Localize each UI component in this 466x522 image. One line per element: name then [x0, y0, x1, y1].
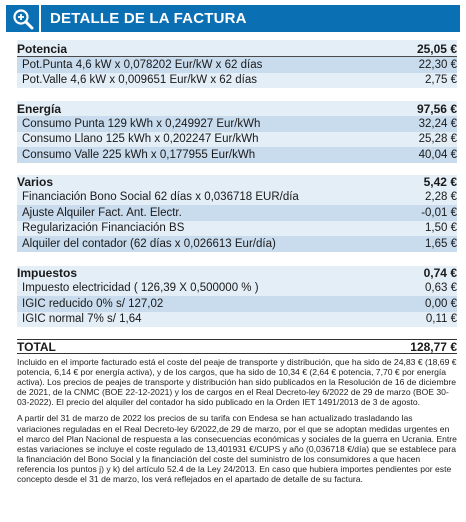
section-title: Energía	[17, 101, 62, 116]
line-item	[17, 205, 457, 221]
line-item-value: 1,50 €	[425, 222, 457, 235]
section-impuestos	[17, 266, 457, 328]
line-item-value: 2,28 €	[425, 191, 457, 204]
note-paragraph: A partir del 31 de marzo de 2022 los precios de su tarifa con Endesa se han actualizado trasladando las variaciones reguladas en el Real Decreto-ley 6/2022,de 29 de marzo, por el que se adoptan medidas urgentes en el marco del Plan Nacional de respuesta a las consecuencias económicas y sociales de la guerra en Ucrania. Entre estas variaciones se incluye el coste regulado de 13,401931 €/CUPS y año (0,036718 €/día) que se establece para la financiación del Bono Social y la financiación del coste del suministro de los consumidores a que hacen referencia los puntos j) y k) del artículo 52.4 de la Ley 24/2013. En caso que hubiera importes pendientes por este concepto desde el 31 de marzo, los verá reflejados en el apartado de detalle de su factura.	[17, 413, 457, 485]
line-item-value: -0,01 €	[421, 206, 457, 219]
page-title: DETALLE DE LA FACTURA	[50, 10, 247, 27]
total-row	[17, 339, 457, 354]
line-item-label: Impuesto electricidad ( 126,39 X 0,500000 % )	[22, 282, 259, 295]
total-label: TOTAL	[17, 340, 56, 354]
line-item-label: Pot.Punta 4,6 kW x 0,078202 Eur/kW x 62 días	[22, 58, 263, 71]
section-varios	[17, 175, 457, 252]
section-title: Potencia	[17, 42, 68, 56]
section-potencia	[17, 40, 457, 88]
line-item-label: IGIC reducido 0% s/ 127,02	[22, 297, 164, 310]
line-item	[17, 132, 457, 148]
invoice-detail	[17, 40, 457, 484]
zoom-in-icon[interactable]	[6, 5, 39, 32]
line-item	[17, 57, 457, 73]
line-item-label: Financiación Bono Social 62 días x 0,036718 EUR/día	[22, 191, 299, 204]
line-item-label: Consumo Llano 125 kWh x 0,202247 Eur/kWh	[22, 133, 259, 146]
line-item-value: 0,11 €	[425, 313, 457, 326]
line-item-value: 32,24 €	[418, 117, 457, 130]
line-item-label: Pot.Valle 4,6 kW x 0,009651 Eur/kW x 62 días	[22, 74, 258, 87]
section-total: 97,56 €	[416, 101, 457, 116]
line-item	[17, 296, 457, 312]
line-item-label: Consumo Punta 129 kWh x 0,249927 Eur/kWh	[22, 117, 261, 130]
line-item-value: 25,28 €	[418, 133, 457, 146]
line-item	[17, 221, 457, 237]
line-item	[17, 190, 457, 206]
notes	[17, 357, 457, 484]
line-item-value: 40,04 €	[418, 148, 457, 161]
header-bar	[41, 5, 460, 32]
section-header	[17, 175, 457, 190]
line-item-label: Ajuste Alquiler Fact. Ant. Electr.	[22, 206, 182, 219]
line-item-value: 2,75 €	[425, 74, 457, 87]
section-title: Impuestos	[17, 266, 78, 280]
section-energia	[17, 101, 457, 163]
line-item	[17, 73, 457, 89]
invoice-header	[6, 5, 460, 32]
line-item-value: 0,63 €	[425, 282, 457, 295]
line-item	[17, 116, 457, 132]
section-total: 5,42 €	[423, 175, 457, 189]
line-item	[17, 281, 457, 297]
section-header	[17, 42, 457, 57]
total-value: 128,77 €	[410, 340, 457, 354]
line-item-value: 1,65 €	[425, 237, 457, 250]
section-total: 25,05 €	[416, 42, 457, 56]
line-item-label: Regularización Financiación BS	[22, 222, 185, 235]
line-item-label: Alquiler del contador (62 días x 0,026613 Eur/día)	[22, 237, 276, 250]
section-header	[17, 266, 457, 281]
line-item-value: 0,00 €	[425, 297, 457, 310]
line-item-value: 22,30 €	[418, 58, 457, 71]
line-item	[17, 236, 457, 252]
line-item-label: IGIC normal 7% s/ 1,64	[22, 313, 142, 326]
note-paragraph: Incluido en el importe facturado está el coste del peaje de transporte y distribución, que ha sido de 24,83 € (18,69 € potencia, 6,14 € por energía activa), y de los cargos, que ha sido de 10,34 € (2,64 € potencia, 7,70 € por energía activa). Los precios de peajes de transporte y distribución han sido publicados en la Resolución de 16 de diciembre de 2021, de la CNMC (BOE 22-12-2021) y los de cargos en el Real Decreto-ley 6/2022 de 29 de marzo (BOE 30-03-2022). El precio del alquiler del contador ha sido publicado en la Orden IET 1491/2013 de 3 de agosto.	[17, 357, 457, 408]
line-item	[17, 147, 457, 163]
line-item	[17, 312, 457, 328]
line-item-label: Consumo Valle 225 kWh x 0,177955 Eur/kWh	[22, 148, 256, 161]
section-header	[17, 101, 457, 116]
section-title: Varios	[17, 175, 54, 189]
section-total: 0,74 €	[423, 266, 457, 280]
